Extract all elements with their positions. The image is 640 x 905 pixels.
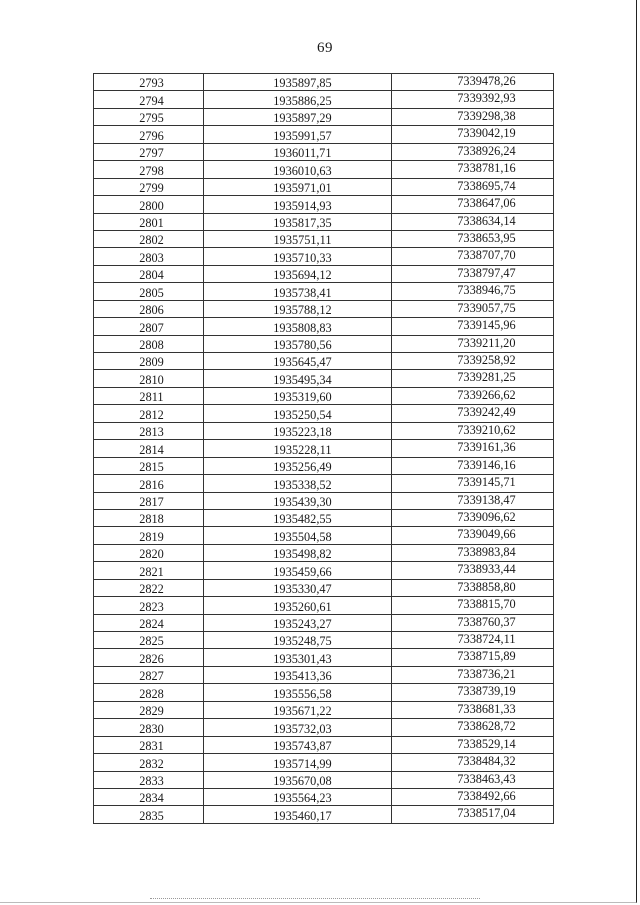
x-coordinate-cell: 1935710,33 xyxy=(204,248,392,265)
y-coordinate-cell: 7339392,93 xyxy=(392,91,554,108)
x-coordinate-cell: 1935338,52 xyxy=(204,475,392,492)
y-coordinate-cell: 7338724,11 xyxy=(392,632,554,649)
table-row xyxy=(94,265,554,282)
x-coordinate-cell: 1935556,58 xyxy=(204,684,392,701)
point-number-cell: 2831 xyxy=(94,736,204,753)
point-number-cell: 2821 xyxy=(94,562,204,579)
y-coordinate-cell: 7338647,06 xyxy=(392,196,554,213)
y-coordinate-cell: 7338736,21 xyxy=(392,666,554,683)
y-coordinate-cell: 7339049,66 xyxy=(392,527,554,544)
x-coordinate-cell: 1935714,99 xyxy=(204,754,392,771)
point-number-cell: 2832 xyxy=(94,754,204,771)
table-row xyxy=(94,74,554,91)
point-number-cell: 2830 xyxy=(94,719,204,736)
x-coordinate-cell: 1935482,55 xyxy=(204,509,392,526)
table-row xyxy=(94,614,554,631)
table-row xyxy=(94,632,554,649)
x-coordinate-cell: 1935460,17 xyxy=(204,806,392,823)
table-row xyxy=(94,387,554,404)
table-row xyxy=(94,230,554,247)
point-number-cell: 2817 xyxy=(94,492,204,509)
table-row xyxy=(94,719,554,736)
point-number-cell: 2816 xyxy=(94,475,204,492)
y-coordinate-cell: 7338797,47 xyxy=(392,265,554,282)
point-number-cell: 2799 xyxy=(94,178,204,195)
point-number-cell: 2834 xyxy=(94,788,204,805)
y-coordinate-cell: 7338739,19 xyxy=(392,684,554,701)
x-coordinate-cell: 1935301,43 xyxy=(204,649,392,666)
x-coordinate-cell: 1935671,22 xyxy=(204,701,392,718)
point-number-cell: 2803 xyxy=(94,248,204,265)
table-row xyxy=(94,91,554,108)
y-coordinate-cell: 7338926,24 xyxy=(392,143,554,160)
point-number-cell: 2815 xyxy=(94,457,204,474)
y-coordinate-cell: 7338815,70 xyxy=(392,597,554,614)
x-coordinate-cell: 1935243,27 xyxy=(204,614,392,631)
table-row xyxy=(94,353,554,370)
point-number-cell: 2819 xyxy=(94,527,204,544)
table-row xyxy=(94,579,554,596)
x-coordinate-cell: 1935228,11 xyxy=(204,440,392,457)
y-coordinate-cell: 7338492,66 xyxy=(392,788,554,805)
table-row xyxy=(94,457,554,474)
point-number-cell: 2818 xyxy=(94,509,204,526)
point-number-cell: 2795 xyxy=(94,108,204,125)
table-row xyxy=(94,283,554,300)
y-coordinate-cell: 7338634,14 xyxy=(392,213,554,230)
point-number-cell: 2833 xyxy=(94,771,204,788)
y-coordinate-cell: 7339146,16 xyxy=(392,457,554,474)
point-number-cell: 2809 xyxy=(94,353,204,370)
x-coordinate-cell: 1935330,47 xyxy=(204,579,392,596)
y-coordinate-cell: 7338858,80 xyxy=(392,579,554,596)
table-row xyxy=(94,527,554,544)
x-coordinate-cell: 1935743,87 xyxy=(204,736,392,753)
page-number: 69 xyxy=(317,40,333,56)
x-coordinate-cell: 1935439,30 xyxy=(204,492,392,509)
y-coordinate-cell: 7338715,89 xyxy=(392,649,554,666)
table-row xyxy=(94,300,554,317)
x-coordinate-cell: 1935732,03 xyxy=(204,719,392,736)
point-number-cell: 2811 xyxy=(94,387,204,404)
table-row xyxy=(94,666,554,683)
table-row xyxy=(94,213,554,230)
x-coordinate-cell: 1935248,75 xyxy=(204,632,392,649)
point-number-cell: 2823 xyxy=(94,597,204,614)
x-coordinate-cell: 1935223,18 xyxy=(204,422,392,439)
table-row xyxy=(94,126,554,143)
y-coordinate-cell: 7338653,95 xyxy=(392,230,554,247)
x-coordinate-cell: 1935738,41 xyxy=(204,283,392,300)
x-coordinate-cell: 1935694,12 xyxy=(204,265,392,282)
table-row xyxy=(94,422,554,439)
y-coordinate-cell: 7338983,84 xyxy=(392,544,554,561)
x-coordinate-cell: 1935504,58 xyxy=(204,527,392,544)
y-coordinate-cell: 7339057,75 xyxy=(392,300,554,317)
y-coordinate-cell: 7339042,19 xyxy=(392,126,554,143)
point-number-cell: 2827 xyxy=(94,666,204,683)
table-row xyxy=(94,370,554,387)
y-coordinate-cell: 7338946,75 xyxy=(392,283,554,300)
x-coordinate-cell: 1936011,71 xyxy=(204,143,392,160)
x-coordinate-cell: 1935886,25 xyxy=(204,91,392,108)
table-row xyxy=(94,440,554,457)
x-coordinate-cell: 1935319,60 xyxy=(204,387,392,404)
x-coordinate-cell: 1935498,82 xyxy=(204,544,392,561)
table-row xyxy=(94,562,554,579)
coordinates-table-body xyxy=(94,74,554,824)
point-number-cell: 2820 xyxy=(94,544,204,561)
table-row xyxy=(94,736,554,753)
x-coordinate-cell: 1935564,23 xyxy=(204,788,392,805)
x-coordinate-cell: 1935413,36 xyxy=(204,666,392,683)
table-row xyxy=(94,544,554,561)
y-coordinate-cell: 7339138,47 xyxy=(392,492,554,509)
y-coordinate-cell: 7339258,92 xyxy=(392,353,554,370)
x-coordinate-cell: 1935914,93 xyxy=(204,196,392,213)
y-coordinate-cell: 7339298,38 xyxy=(392,108,554,125)
y-coordinate-cell: 7339211,20 xyxy=(392,335,554,352)
y-coordinate-cell: 7338933,44 xyxy=(392,562,554,579)
table-row xyxy=(94,405,554,422)
table-row xyxy=(94,178,554,195)
x-coordinate-cell: 1935808,83 xyxy=(204,318,392,335)
point-number-cell: 2814 xyxy=(94,440,204,457)
point-number-cell: 2835 xyxy=(94,806,204,823)
table-row xyxy=(94,475,554,492)
point-number-cell: 2808 xyxy=(94,335,204,352)
point-number-cell: 2822 xyxy=(94,579,204,596)
x-coordinate-cell: 1935991,57 xyxy=(204,126,392,143)
x-coordinate-cell: 1935897,29 xyxy=(204,108,392,125)
table-row xyxy=(94,754,554,771)
y-coordinate-cell: 7339266,62 xyxy=(392,387,554,404)
table-row xyxy=(94,701,554,718)
table-row xyxy=(94,788,554,805)
table-row xyxy=(94,684,554,701)
table-row xyxy=(94,492,554,509)
table-row xyxy=(94,143,554,160)
x-coordinate-cell: 1935459,66 xyxy=(204,562,392,579)
table-row xyxy=(94,509,554,526)
point-number-cell: 2797 xyxy=(94,143,204,160)
point-number-cell: 2813 xyxy=(94,422,204,439)
y-coordinate-cell: 7338681,33 xyxy=(392,701,554,718)
table-row xyxy=(94,806,554,823)
x-coordinate-cell: 1935250,54 xyxy=(204,405,392,422)
y-coordinate-cell: 7338760,37 xyxy=(392,614,554,631)
x-coordinate-cell: 1935897,85 xyxy=(204,74,392,91)
table-row xyxy=(94,108,554,125)
point-number-cell: 2796 xyxy=(94,126,204,143)
x-coordinate-cell: 1935495,34 xyxy=(204,370,392,387)
point-number-cell: 2798 xyxy=(94,161,204,178)
point-number-cell: 2824 xyxy=(94,614,204,631)
y-coordinate-cell: 7338517,04 xyxy=(392,806,554,823)
x-coordinate-cell: 1935645,47 xyxy=(204,353,392,370)
point-number-cell: 2793 xyxy=(94,74,204,91)
x-coordinate-cell: 1935817,35 xyxy=(204,213,392,230)
point-number-cell: 2800 xyxy=(94,196,204,213)
point-number-cell: 2807 xyxy=(94,318,204,335)
y-coordinate-cell: 7339478,26 xyxy=(392,74,554,91)
x-coordinate-cell: 1935256,49 xyxy=(204,457,392,474)
point-number-cell: 2794 xyxy=(94,91,204,108)
table-row xyxy=(94,771,554,788)
point-number-cell: 2805 xyxy=(94,283,204,300)
table-row xyxy=(94,335,554,352)
table-row xyxy=(94,248,554,265)
x-coordinate-cell: 1935971,01 xyxy=(204,178,392,195)
x-coordinate-cell: 1936010,63 xyxy=(204,161,392,178)
bottom-rule xyxy=(150,898,480,899)
point-number-cell: 2829 xyxy=(94,701,204,718)
y-coordinate-cell: 7338781,16 xyxy=(392,161,554,178)
x-coordinate-cell: 1935670,08 xyxy=(204,771,392,788)
y-coordinate-cell: 7338707,70 xyxy=(392,248,554,265)
point-number-cell: 2828 xyxy=(94,684,204,701)
y-coordinate-cell: 7339096,62 xyxy=(392,509,554,526)
point-number-cell: 2826 xyxy=(94,649,204,666)
x-coordinate-cell: 1935780,56 xyxy=(204,335,392,352)
y-coordinate-cell: 7339161,36 xyxy=(392,440,554,457)
point-number-cell: 2801 xyxy=(94,213,204,230)
point-number-cell: 2812 xyxy=(94,405,204,422)
y-coordinate-cell: 7339145,96 xyxy=(392,318,554,335)
y-coordinate-cell: 7338484,32 xyxy=(392,754,554,771)
point-number-cell: 2806 xyxy=(94,300,204,317)
point-number-cell: 2804 xyxy=(94,265,204,282)
x-coordinate-cell: 1935788,12 xyxy=(204,300,392,317)
table-row xyxy=(94,649,554,666)
y-coordinate-cell: 7339210,62 xyxy=(392,422,554,439)
table-row xyxy=(94,196,554,213)
x-coordinate-cell: 1935260,61 xyxy=(204,597,392,614)
y-coordinate-cell: 7339281,25 xyxy=(392,370,554,387)
y-coordinate-cell: 7339242,49 xyxy=(392,405,554,422)
table-row xyxy=(94,161,554,178)
x-coordinate-cell: 1935751,11 xyxy=(204,230,392,247)
table-row xyxy=(94,597,554,614)
coordinates-table xyxy=(93,73,554,824)
point-number-cell: 2810 xyxy=(94,370,204,387)
y-coordinate-cell: 7338463,43 xyxy=(392,771,554,788)
y-coordinate-cell: 7338628,72 xyxy=(392,719,554,736)
table-row xyxy=(94,318,554,335)
point-number-cell: 2825 xyxy=(94,632,204,649)
y-coordinate-cell: 7338695,74 xyxy=(392,178,554,195)
y-coordinate-cell: 7339145,71 xyxy=(392,475,554,492)
point-number-cell: 2802 xyxy=(94,230,204,247)
y-coordinate-cell: 7338529,14 xyxy=(392,736,554,753)
